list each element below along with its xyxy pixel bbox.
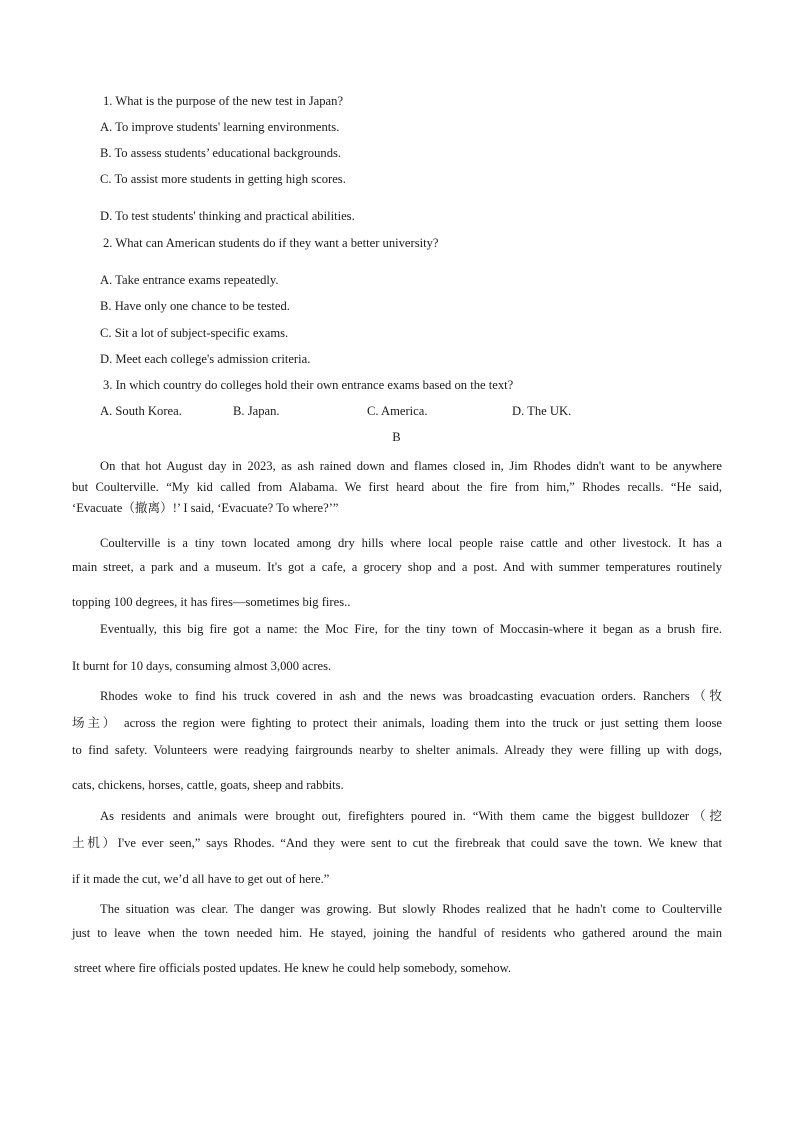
- question-3-stem: 3. In which country do colleges hold their own entrance exams based on the text?: [103, 378, 514, 392]
- question-1-option-d: D. To test students' thinking and practical abilities.: [100, 209, 355, 223]
- question-3-option-a: A. South Korea.: [100, 404, 182, 418]
- question-1-option-c: C. To assist more students in getting high scores.: [100, 172, 346, 186]
- passage-line: just to leave when the town needed him. He stayed, joining the handful of residents who gathered around the main: [72, 926, 722, 940]
- passage-line: On that hot August day in 2023, as ash rained down and flames closed in, Jim Rhodes didn't want to be anywhere: [100, 459, 722, 473]
- passage-line: It burnt for 10 days, consuming almost 3,000 acres.: [72, 659, 332, 673]
- question-2-stem: 2. What can American students do if they want a better university?: [103, 236, 439, 250]
- passage-line: street where fire officials posted updates. He knew he could help somebody, somehow.: [74, 961, 512, 975]
- passage-line: cats, chickens, horses, cattle, goats, sheep and rabbits.: [72, 778, 344, 792]
- question-1-option-b: B. To assess students’ educational backgrounds.: [100, 146, 342, 160]
- question-1-option-a: A. To improve students' learning environments.: [100, 120, 340, 134]
- question-3-option-c: C. America.: [367, 404, 428, 418]
- question-3-option-d: D. The UK.: [512, 404, 572, 418]
- passage-line: main street, a park and a museum. It's got a cafe, a grocery shop and a post. And with summer temperatures routinely: [72, 560, 722, 574]
- question-2-option-d: D. Meet each college's admission criteria.: [100, 352, 311, 366]
- passage-line: The situation was clear. The danger was growing. But slowly Rhodes realized that he hadn't come to Coulterville: [100, 902, 722, 916]
- passage-line: 土机）I've ever seen,” says Rhodes. “And they were sent to cut the firebreak that could save the town. We knew that: [72, 836, 722, 850]
- question-2-option-a: A. Take entrance exams repeatedly.: [100, 273, 279, 287]
- question-2-option-c: C. Sit a lot of subject-specific exams.: [100, 326, 289, 340]
- question-3-options: [0, 403, 793, 419]
- passage-line: but Coulterville. “My kid called from Alabama. We first heard about the fire from him,” Rhodes recalls. “He said,: [72, 480, 722, 494]
- passage-line: Coulterville is a tiny town located among dry hills where local people raise cattle and other livestock. It has a: [100, 536, 722, 550]
- passage-line: ‘Evacuate（撤离）!’ I said, ‘Evacuate? To where?’”: [72, 501, 339, 515]
- passage-line: Eventually, this big fire got a name: the Moc Fire, for the tiny town of Moccasin-where it began as a brush fire.: [100, 622, 722, 636]
- question-1-stem: 1. What is the purpose of the new test in Japan?: [103, 94, 344, 108]
- passage-line: 场主） across the region were fighting to protect their animals, loading them into the truck or just setting them loose: [72, 716, 722, 730]
- passage-line: Rhodes woke to find his truck covered in ash and the news was broadcasting evacuation orders. Ranchers（牧: [100, 689, 722, 703]
- passage-line: As residents and animals were brought out, firefighters poured in. “With them came the biggest bulldozer（挖: [100, 809, 722, 823]
- question-3-option-b: B. Japan.: [233, 404, 280, 418]
- passage-line: topping 100 degrees, it has fires—sometimes big fires..: [72, 595, 351, 609]
- passage-line: if it made the cut, we’d all have to get out of here.”: [72, 872, 330, 886]
- question-2-option-b: B. Have only one chance to be tested.: [100, 299, 290, 313]
- passage-line: to find safety. Volunteers were readying fairgrounds nearby to shelter animals. Already they were filling up with dogs,: [72, 743, 722, 757]
- section-label: B: [392, 430, 401, 444]
